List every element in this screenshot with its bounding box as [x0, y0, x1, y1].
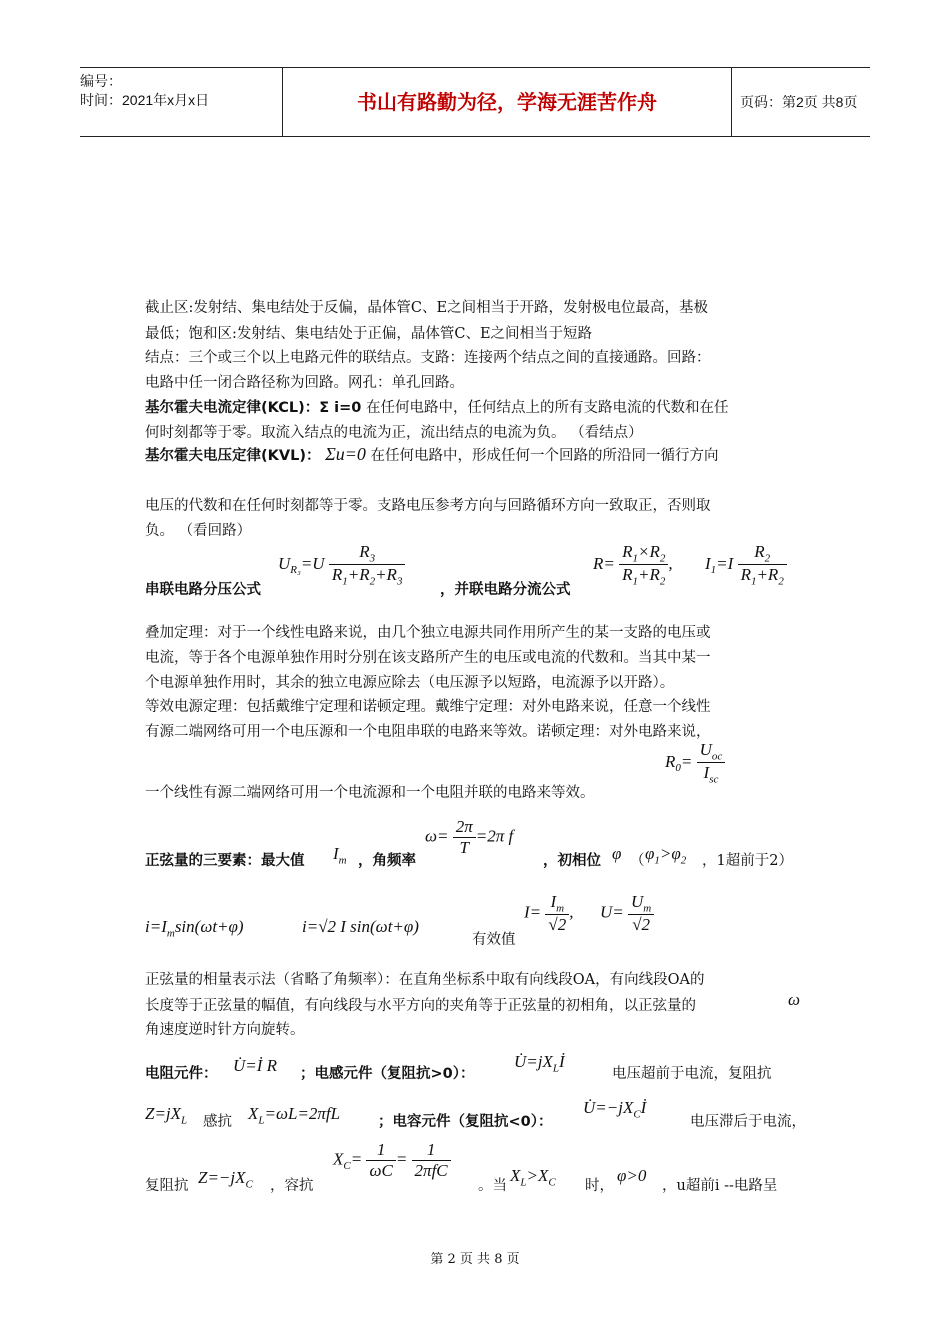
text-line: 一个线性有源二端网络可用一个电流源和一个电阻并联的电路来等效。: [145, 785, 595, 801]
parallel-resistance-formula: R= $\frac{R_1\times R_2}{R_1+R_2}$ ,: [593, 542, 673, 588]
text-line: 截止区:发射结、集电结处于反偏，晶体管C、E之间相当于开路，发射极电位最高，基极: [145, 300, 709, 316]
page-header: [80, 67, 870, 137]
capacitor-label: ；电容元件（复阻抗<0）：: [378, 1114, 553, 1130]
capacitive-reactance-formula: $X_C=$ $\frac{1}{\omega C}$ = $\frac{1}{\text{2πfC}}$: [333, 1140, 451, 1181]
text-line: 个电源单独作用时，其余的独立电源应除去（电压源予以短路，电流源予以开路）。: [145, 675, 675, 691]
angular-freq-label: ，角频率: [358, 853, 416, 869]
phase-symbol: φ: [612, 844, 622, 863]
inductor-text: 电压超前于电流，复阻抗: [612, 1066, 772, 1082]
phase-note-close: ，1超前于2）: [702, 853, 793, 869]
current-divider-formula: $I_1=I$ $\frac{R_2}{R_1+R_2}$: [705, 542, 787, 588]
sin-current-rms-formula: i=√2 I sin(ωt+φ): [302, 917, 419, 936]
text-line: 电路中任一闭合路径称为回路。网孔：单孔回路。: [145, 375, 464, 391]
text-line: 等效电源定理：包括戴维宁定理和诺顿定理。戴维宁定理：对外电路来说，任意一个线性: [145, 699, 711, 715]
kcl-line: [145, 396, 729, 417]
sinusoid-label: 正弦量的三要素：最大值: [145, 853, 305, 869]
capacitor-text: 电压滞后于电流，: [690, 1114, 806, 1130]
number-label: 编号：: [80, 73, 122, 89]
text-line: 结点：三个或三个以上电路元件的联结点。支路：连接两个结点之间的直接通路。回路：: [145, 350, 711, 366]
angular-freq-formula: ω= $\frac{2\pi}{T}$ =2π f: [425, 817, 514, 857]
when-label: 。当: [478, 1178, 507, 1194]
resistor-label: 电阻元件：: [145, 1066, 218, 1082]
text-line: 负。 （看回路）: [145, 523, 252, 539]
sin-current-formula: $i=I_m\sin(\omega t+\varphi)$: [145, 917, 244, 940]
text-line: 正弦量的相量表示法（省略了角频率）：在直角坐标系中取有向线段OA，有向线段OA的: [145, 972, 705, 988]
kcl-title: 基尔霍夫电流定律(KCL)：Σ i=0: [145, 400, 362, 416]
norton-resistance-formula: $R_0=$ $\frac{U_{oc}}{I_{sc}}$: [665, 740, 725, 786]
resistor-formula: U̇=İ R: [233, 1056, 278, 1075]
current-divider-label: ，并联电路分流公式: [440, 582, 571, 598]
inductive-reactance-formula: $X_L=\omega L=2\pi fL$: [248, 1104, 341, 1127]
text-line: 电流，等于各个电源单独作用时分别在该支路所产生的电压或电流的代数和。当其中某一: [145, 650, 711, 666]
phase-positive: φ>0: [617, 1166, 647, 1185]
time-label: 时间：2021年x月x日: [80, 92, 210, 108]
omega-symbol: ω: [788, 990, 801, 1009]
text-line: 电压的代数和在任何时刻都等于零。支路电压参考方向与回路循环方向一致取正，否则取: [145, 498, 711, 514]
capacitive-reactance-label: ，容抗: [270, 1178, 314, 1194]
page-number: 页码：第2页 共8页: [740, 94, 858, 110]
rms-current-formula: I= $\frac{I_m}{√2}$ ,: [524, 892, 574, 935]
inductor-formula: $U̇=jX_Lİ$: [514, 1052, 565, 1075]
text-line: 角速度逆时针方向旋转。: [145, 1022, 305, 1038]
motto: 书山有路勤为径，学海无涯苦作舟: [282, 68, 732, 136]
rms-label: 有效值: [472, 932, 516, 948]
text-line: 叠加定理：对于一个线性电路来说，由几个独立电源共同作用所产生的某一支路的电压或: [145, 625, 711, 641]
capacitor-impedance-label: 复阻抗: [145, 1178, 189, 1194]
kvl-text: 在任何电路中，形成任何一个回路的所沿同一循行方向: [370, 448, 719, 464]
kvl-title: 基尔霍夫电压定律(KVL)：: [145, 448, 321, 464]
inductive-reactance-label: 感抗: [203, 1114, 232, 1130]
inductor-label: ；电感元件（复阻抗>0）：: [300, 1066, 475, 1082]
rms-voltage-formula: U= $\frac{U_m}{√2}$: [600, 892, 654, 935]
time-label: 时，: [585, 1178, 614, 1194]
page-footer: 第 2 页 共 8 页: [430, 1252, 520, 1267]
kvl-line: [145, 444, 719, 465]
phase-compare: $\varphi_1>\varphi_2$: [645, 844, 687, 867]
text-line: 最低；饱和区:发射结、集电结处于正偏，晶体管C、E之间相当于短路: [145, 326, 593, 342]
phase-label: ，初相位: [543, 853, 601, 869]
lead-text: ，u超前i --电路呈: [662, 1178, 778, 1194]
phase-note-open: （: [630, 853, 645, 869]
header-info: [80, 68, 282, 140]
kcl-text: 在任何电路中，任何结点上的所有支路电流的代数和在任: [366, 400, 729, 416]
text-line: 何时刻都等于零。取流入结点的电流为正，流出结点的电流为负。 （看结点）: [145, 425, 643, 441]
text-line: 有源二端网络可用一个电压源和一个电阻串联的电路来等效。诺顿定理：对外电路来说，: [145, 724, 711, 740]
text-line: 长度等于正弦量的幅值，有向线段与水平方向的夹角等于正弦量的初相角，以正弦量的: [145, 998, 696, 1014]
kvl-formula: Σu=0: [325, 444, 366, 464]
capacitor-impedance: $Z=-jX_C$: [198, 1168, 253, 1191]
inductor-impedance: $Z=jX_L$: [145, 1104, 188, 1127]
capacitor-formula: $U̇=-jX_Cİ$: [583, 1098, 647, 1121]
max-value-symbol: $I_m$: [333, 844, 347, 867]
divider-formula-label: 串联电路分压公式: [145, 582, 261, 598]
reactance-compare: $X_L>X_C$: [510, 1166, 556, 1189]
voltage-divider-formula: $U_{R_3}=U$ $\frac{R_3}{R_1+R_2+R_3}$: [278, 542, 405, 588]
